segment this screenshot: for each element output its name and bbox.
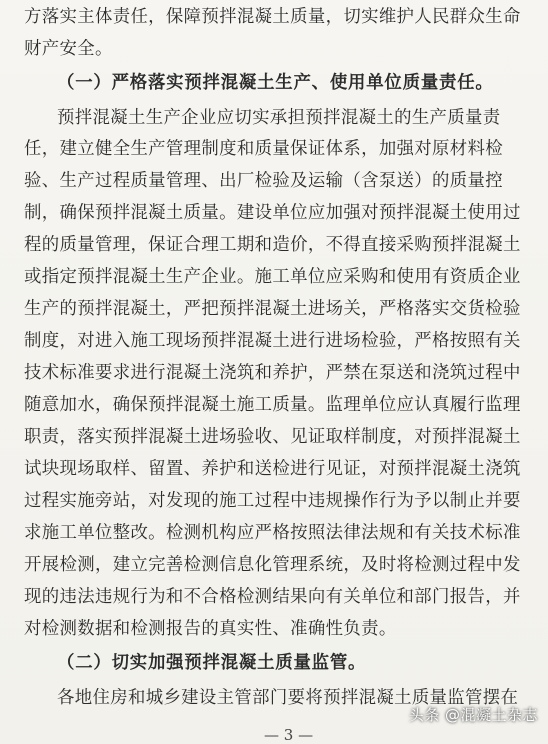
text-line: 生产的预拌混凝土，严把预拌混凝土进场关，严格落实交货检验 bbox=[24, 299, 521, 319]
text-line: 方落实主体责任，保障预拌混凝土质量，切实维护人民群众生命 bbox=[24, 7, 521, 27]
text-line: 或指定预拌混凝土生产企业。施工单位应采购和使用有资质企业 bbox=[24, 267, 521, 287]
page-number: — 3 — bbox=[264, 726, 314, 744]
paragraph-start: 各地住房和城乡建设主管部门要将预拌混凝土质量监管摆在 bbox=[57, 688, 519, 708]
section-heading: （一）严格落实预拌混凝土生产、使用单位质量责任。 bbox=[57, 73, 494, 93]
text-line: 验、生产过程质量管理、出厂检验及运输（含泵送）的质量控 bbox=[24, 171, 503, 191]
text-line: 职责，落实预拌混凝土进场验收、见证取样制度，对预拌混凝土 bbox=[24, 427, 521, 447]
text-line: 试块现场取样、留置、养护和送检进行见证，对预拌混凝土浇筑 bbox=[24, 459, 521, 479]
text-line: 过程实施旁站，对发现的施工过程中违规操作行为予以制止并要 bbox=[24, 491, 521, 511]
text-line: 程的质量管理，保证合理工期和造价，不得直接采购预拌混凝土 bbox=[24, 235, 521, 255]
text-line: 制，确保预拌混凝土质量。建设单位应加强对预拌混凝土使用过 bbox=[24, 203, 521, 223]
paragraph-start: 预拌混凝土生产企业应切实承担预拌混凝土的生产质量责 bbox=[57, 108, 501, 128]
text-line: 任，建立健全生产管理制度和质量保证体系，加强对原材料检 bbox=[24, 139, 503, 159]
text-line: 财产安全。 bbox=[24, 39, 113, 59]
text-line: 现的违法违规行为和不合格检测结果向有关单位和部门报告，并 bbox=[24, 587, 521, 607]
text-line: 随意加水，确保预拌混凝土施工质量。监理单位应认真履行监理 bbox=[24, 395, 521, 415]
text-line: 求施工单位整改。检测机构应严格按照法律法规和有关技术标准 bbox=[24, 523, 521, 543]
text-line: 对检测数据和检测报告的真实性、准确性负责。 bbox=[24, 619, 397, 639]
section-heading: （二）切实加强预拌混凝土质量监管。 bbox=[57, 653, 367, 673]
text-line: 制度，对进入施工现场预拌混凝土进行进场检验，严格按照有关 bbox=[24, 331, 521, 351]
watermark: 头条 @混凝土杂志 bbox=[408, 706, 538, 724]
text-line: 技术标准要求进行混凝土浇筑和养护，严禁在泵送和浇筑过程中 bbox=[24, 363, 521, 383]
text-line: 开展检测，建立完善检测信息化管理系统，及时将检测过程中发 bbox=[24, 555, 521, 575]
